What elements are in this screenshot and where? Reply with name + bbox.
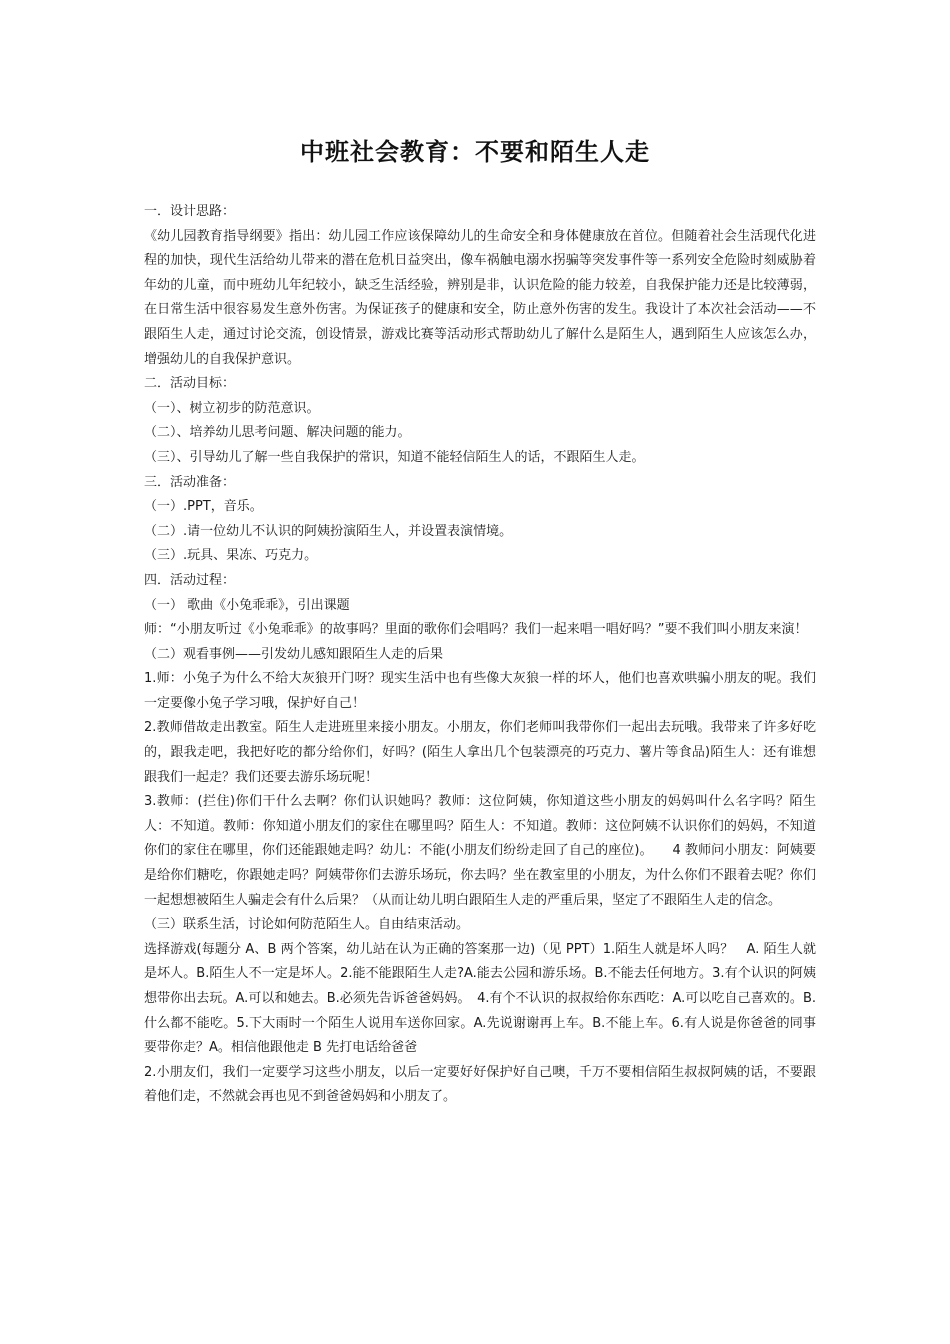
preparation-item-3: （三）.玩具、果冻、巧克力。 xyxy=(144,548,318,564)
section-heading-design: 一．设计思路： xyxy=(144,204,236,219)
section-heading-process: 四．活动过程： xyxy=(144,572,236,588)
paragraph-example-2: 2.教师借故走出教室。陌生人走进班里来接小朋友。小朋友，你们老师叫我带你们一起出去玩哦。我带来了许多好吃的，跟我走吧，我把好吃的都分给你们，好吗？(陌生人拿出几个包装漂亮的巧克力、薯片等食品)陌生人：还有谁想跟我们一起走？我们还要去游乐场玩呢！ xyxy=(144,720,816,785)
document-body xyxy=(144,200,816,1110)
process-step-2: （二）观看事例——引发幼儿感知跟陌生人走的后果 xyxy=(144,646,444,662)
document-title: 中班社会教育：不要和陌生人走 xyxy=(300,137,650,166)
paragraph-choice-game: 选择游戏(每题分 A、B 两个答案，幼儿站在认为正确的答案那一边)（见 PPT）1.陌生人就是坏人吗？ A. 陌生人就是坏人。B.陌生人不一定是坏人。2.能不能跟陌生人走?A.能去公园和游乐场。B.不能去任何地方。3.有个认识的阿姨想带你出去玩。A.可以和她去。B.必须先告诉爸爸妈妈。 4.有个不认识的叔叔给你东西吃：A.可以吃自己喜欢的。B.什么都不能吃。5.下大雨时一个陌生人说用车送你回家。A.先说谢谢再上车。B.不能上车。6.有人说是你爸爸的同事要带你走？A。相信他跟他走 B 先打电话给爸爸 xyxy=(144,941,816,1056)
section-heading-preparation: 三．活动准备： xyxy=(144,474,236,490)
section-heading-goals: 二．活动目标： xyxy=(144,376,236,392)
preparation-item-2: （二）.请一位幼儿不认识的阿姨扮演陌生人，并设置表演情境。 xyxy=(144,523,513,539)
paragraph-example-1: 1.师：小兔子为什么不给大灰狼开门呀？现实生活中也有些像大灰狼一样的坏人，他们也喜欢哄骗小朋友的呢。我们一定要像小兔子学习哦，保护好自己！ xyxy=(144,671,816,711)
paragraph-design-rationale: 《幼儿园教育指导纲要》指出：幼儿园工作应该保障幼儿的生命安全和身体健康放在首位。但随着社会生活现代化进程的加快，现代生活给幼儿带来的潜在危机日益突出，像车祸触电溺水拐骗等突发事件等一系列安全危险时刻威胁着年幼的儿童，而中班幼儿年纪较小，缺乏生活经验，辨别是非，认识危险的能力较差，自我保护能力还是比较薄弱，在日常生活中很容易发生意外伤害。为保证孩子的健康和安全，防止意外伤害的发生。我设计了本次社会活动——不跟陌生人走，通过讨论交流，创设情景，游戏比赛等活动形式帮助幼儿了解什么是陌生人，遇到陌生人应该怎么办，增强幼儿的自我保护意识。 xyxy=(144,228,816,367)
process-step-1: （一） 歌曲《小兔乖乖》，引出课题 xyxy=(144,597,350,613)
process-step-3: （三）联系生活，讨论如何防范陌生人。自由结束活动。 xyxy=(144,917,470,933)
goal-item-1: （一）、树立初步的防范意识。 xyxy=(144,400,320,416)
goal-item-3: （三）、引导幼儿了解一些自我保护的常识，知道不能轻信陌生人的话，不跟陌生人走。 xyxy=(144,449,645,465)
paragraph-teacher-song: 师：“小朋友听过《小兔乖乖》的故事吗？里面的歌你们会唱吗？我们一起来唱一唱好吗？”要不我们叫小朋友来演！ xyxy=(144,622,808,638)
paragraph-example-3: 3.教师：(拦住)你们干什么去啊？你们认识她吗？教师：这位阿姨，你知道这些小朋友的妈妈叫什么名字吗？陌生人：不知道。教师：你知道小朋友们的家住在哪里吗？陌生人：不知道。教师：这位阿姨不认识你们的妈妈，不知道你们的家住在哪里，你们还能跟她走吗？幼儿：不能(小朋友们纷纷走回了自己的座位)。 4 教师问小朋友：阿姨要是给你们糖吃，你跟她走吗？阿姨带你们去游乐场玩，你去吗？坐在教室里的小朋友，为什么你们不跟着去呢？你们一起想想被陌生人骗走会有什么后果？（从而让幼儿明白跟陌生人走的严重后果，坚定了不跟陌生人走的信念。 xyxy=(144,794,816,908)
preparation-item-1: （一）.PPT，音乐。 xyxy=(144,499,263,515)
goal-item-2: （二）、培养幼儿思考问题、解决问题的能力。 xyxy=(144,425,411,441)
paragraph-conclusion: 2.小朋友们，我们一定要学习这些小朋友，以后一定要好好保护好自己噢，千万不要相信陌生叔叔阿姨的话，不要跟着他们走，不然就会再也见不到爸爸妈妈和小朋友了。 xyxy=(144,1064,816,1105)
